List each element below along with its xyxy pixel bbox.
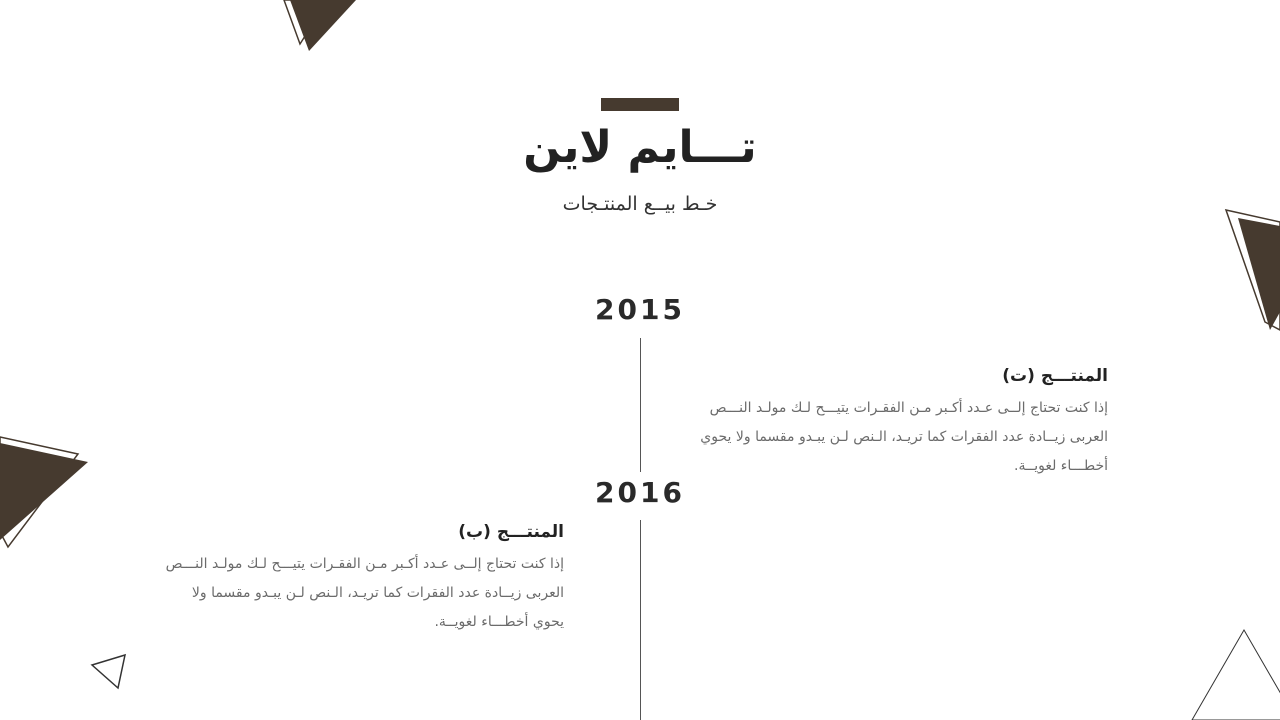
- page-subtitle: خـط بيــع المنتـجات: [562, 193, 718, 215]
- year-label-2016: 2016: [595, 476, 685, 509]
- triangle-large-outline: [1192, 630, 1280, 720]
- product-title: المنتـــج (ب): [458, 522, 564, 542]
- timeline-item-t: [700, 362, 1108, 481]
- timeline-line-lower: [640, 520, 641, 720]
- page-title: تـــايم لاين: [523, 122, 757, 173]
- title-accent-bar: [601, 98, 679, 111]
- product-title: المنتـــج (ت): [1002, 366, 1108, 386]
- year-label-2015: 2015: [595, 293, 685, 326]
- product-description: إذا كنت تحتاج إلــى عـدد أكـبر مـن الفقـرات يتيـــح لـك مولـد النـــص العربى زيــادة عدد الفقرات كما تريـد، الـنص لـن يبـدو مقسما ولا يحوي أخطـــاء لغويــة.: [165, 556, 564, 630]
- triangle-filled-right: [1238, 218, 1280, 330]
- product-description: إذا كنت تحتاج إلــى عـدد أكـبر مـن الفقـرات يتيـــح لـك مولـد النـــص العربى زيــادة عدد الفقرات كما تريـد، الـنص لـن يبـدو مقسما ولا يحوي أخطـــاء لغويــة.: [700, 400, 1108, 474]
- timeline-item-b: [158, 518, 564, 637]
- triangle-small-outline: [92, 655, 125, 688]
- timeline-line-upper: [640, 338, 641, 472]
